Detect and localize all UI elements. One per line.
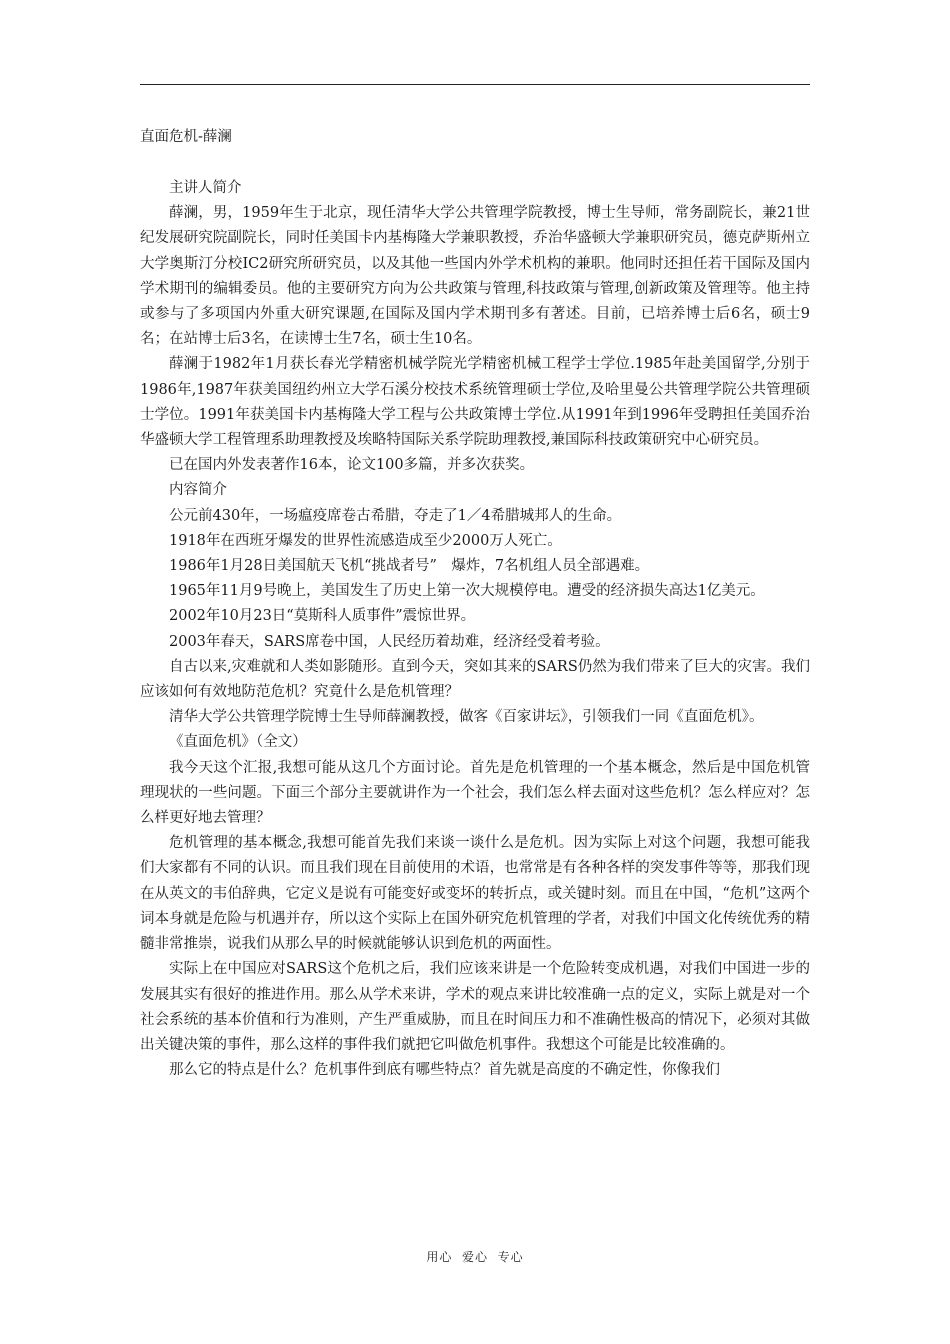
paragraph: 已在国内外发表著作16本，论文100多篇，并多次获奖。	[169, 457, 535, 474]
paragraph: 清华大学公共管理学院博士生导师薛澜教授，做客《百家讲坛》，引领我们一同《直面危机》。	[169, 709, 764, 726]
paragraph: 自古以来,灾难就和人类如影随形。直到今天，突如其来的SARS仍然为我们带来了巨大的灾害。我们应该如何有效地防范危机？究竟什么是危机管理？	[140, 658, 810, 701]
paragraph: 1918年在西班牙爆发的世界性流感造成至少2000万人死亡。	[169, 532, 562, 549]
document-body	[140, 176, 810, 1083]
paragraph: 公元前430年，一场瘟疫席卷古希腊，夺走了1／4希腊城邦人的生命。	[169, 507, 622, 524]
paragraph: 危机管理的基本概念,我想可能首先我们来谈一谈什么是危机。因为实际上对这个问题，我想可能我们大家都有不同的认识。而且我们现在目前使用的术语，也常常是有各种各样的突发事件等等，那我们现在从英文的韦伯辞典，它定义是说有可能变好或变坏的转折点，或关键时刻。而且在中国，“危机”这两个词本身就是危险与机遇并存，所以这个实际上在国外研究危机管理的学者，对我们中国文化传统优秀的精髓非常推崇，说我们从那么早的时候就能够认识到危机的两面性。	[140, 835, 810, 953]
paragraph: 1965年11月9号晚上，美国发生了历史上第一次大规模停电。遭受的经济损失高达1亿美元。	[169, 583, 765, 600]
paragraph: 实际上在中国应对SARS这个危机之后，我们应该来讲是一个危险转变成机遇，对我们中国进一步的发展其实有很好的推进作用。那么从学术来讲，学术的观点来讲比较准确一点的定义，实际上就是对一个社会系统的基本价值和行为准则，产生严重威胁，而且在时间压力和不准确性极高的情况下，必须对其做出关键决策的事件，那么这样的事件我们就把它叫做危机事件。我想这个可能是比较准确的。	[140, 961, 810, 1053]
paragraph: 我今天这个汇报,我想可能从这几个方面讨论。首先是危机管理的一个基本概念，然后是中国危机管理现状的一些问题。下面三个部分主要就讲作为一个社会，我们怎么样去面对这些危机？怎么样应对？怎么样更好地去管理？	[140, 759, 810, 827]
paragraph: 薛澜，男，1959年生于北京，现任清华大学公共管理学院教授，博士生导师，常务副院长，兼21世纪发展研究院副院长，同时任美国卡内基梅隆大学兼职教授，乔治华盛顿大学兼职研究员，德克萨斯州立大学奥斯汀分校IC2研究所研究员，以及其他一些国内外学术机构的兼职。他同时还担任若干国际及国内学术期刊的编辑委员。他的主要研究方向为公共政策与管理,科技政策与管理,创新政策及管理等。他主持或参与了多项国内外重大研究课题,在国际及国内学术期刊多有著述。目前，已培养博士后6名，硕士9名；在站博士后3名，在读博士生7名，硕士生10名。	[140, 205, 810, 348]
paragraph: 2002年10月23日“莫斯科人质事件”震惊世界。	[169, 608, 476, 625]
paragraph: 《直面危机》（全文）	[169, 734, 307, 751]
paragraph: 2003年春天，SARS席卷中国，人民经历着劫难，经济经受着考验。	[169, 633, 610, 650]
paragraph: 那么它的特点是什么？危机事件到底有哪些特点？首先就是高度的不确定性，你像我们	[169, 1062, 720, 1079]
paragraph: 主讲人简介	[169, 180, 242, 196]
paragraph: 内容简介	[169, 482, 227, 499]
paragraph: 薛澜于1982年1月获长春光学精密机械学院光学精密机械工程学士学位.1985年赴美国留学,分别于1986年,1987年获美国纽约州立大学石溪分校技术系统管理硕士学位,及哈里曼公共管理学院公共管理硕士学位。1991年获美国卡内基梅隆大学工程与公共政策博士学位.从1991年到1996年受聘担任美国乔治华盛顿大学工程管理系助理教授及埃略特国际关系学院助理教授,兼国际科技政策研究中心研究员。	[140, 356, 810, 449]
paragraph: 1986年1月28日美国航天飞机“挑战者号” 爆炸，7名机组人员全部遇难。	[169, 558, 650, 575]
page-footer: 用心 爱心 专心	[426, 1250, 524, 1264]
header-rule	[140, 84, 810, 85]
document-title: 直面危机-薛澜	[140, 129, 232, 145]
